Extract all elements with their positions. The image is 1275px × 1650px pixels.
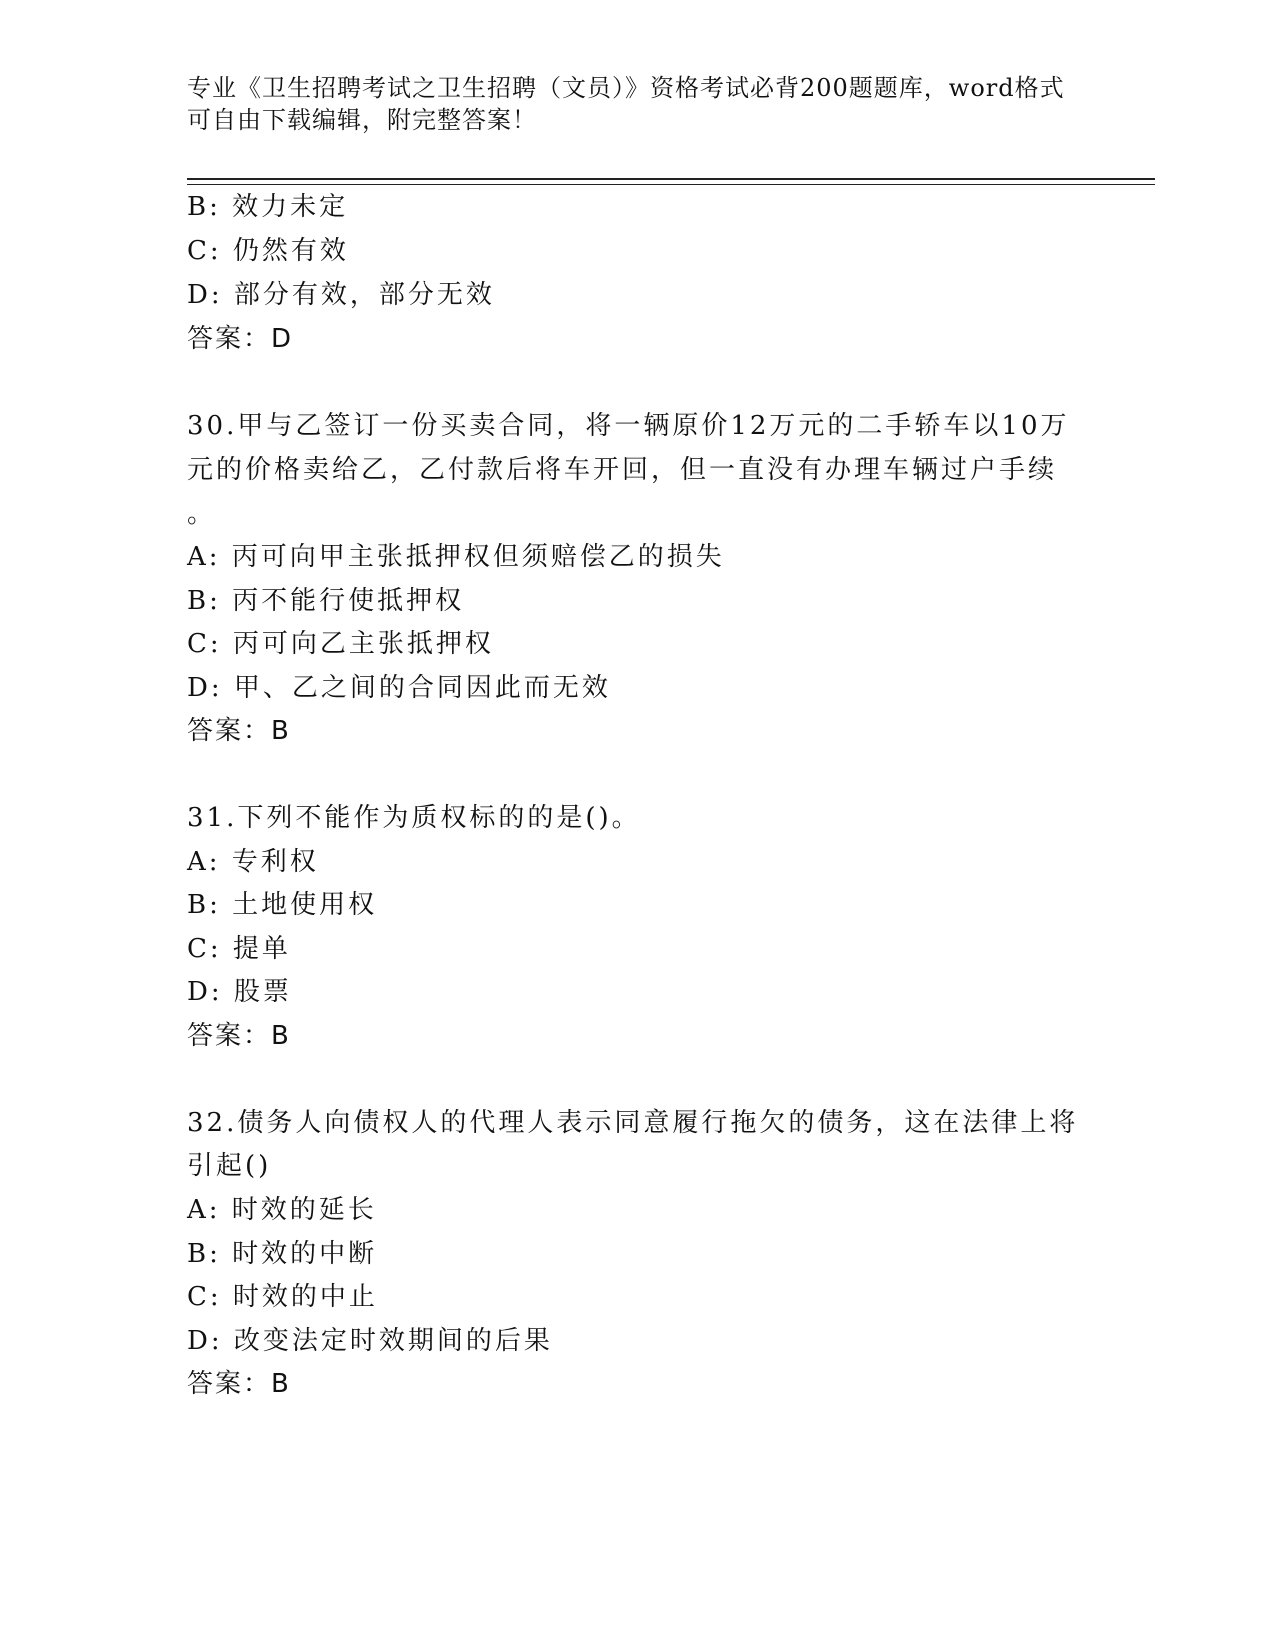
question-stem: 元的价格卖给乙，乙付款后将车开回，但一直没有办理车辆过户手续: [187, 455, 1058, 485]
option-d: D: 股票: [187, 977, 292, 1007]
option-d: D: 部分有效，部分无效: [187, 280, 495, 310]
header-rule-thin: [187, 184, 1155, 185]
header-line-2: 可自由下载编辑，附完整答案！: [187, 106, 537, 134]
answer: 答案：D: [187, 324, 294, 354]
question-stem: 。: [187, 499, 217, 529]
option-c: C: 提单: [187, 934, 291, 964]
header-rule-thick: [187, 178, 1155, 180]
option-c: C: 仍然有效: [187, 236, 349, 266]
option-b: B: 效力未定: [187, 192, 349, 222]
option-d: D: 甲、乙之间的合同因此而无效: [187, 673, 611, 703]
document-header: [187, 72, 1067, 136]
option-d: D: 改变法定时效期间的后果: [187, 1326, 553, 1356]
option-a: A: 丙可向甲主张抵押权但须赔偿乙的损失: [187, 542, 725, 572]
option-b: B: 土地使用权: [187, 890, 378, 920]
option-c: C: 丙可向乙主张抵押权: [187, 629, 494, 659]
question-stem: 30.甲与乙签订一份买卖合同，将一辆原价12万元的二手轿车以10万: [187, 411, 1070, 441]
question-stem: 31.下列不能作为质权标的的是()。: [187, 803, 641, 833]
option-c: C: 时效的中止: [187, 1282, 378, 1312]
question-stem: 引起(): [187, 1151, 272, 1181]
answer: 答案：B: [187, 716, 291, 746]
question-stem: 32.债务人向债权人的代理人表示同意履行拖欠的债务，这在法律上将: [187, 1108, 1079, 1138]
option-b: B: 时效的中断: [187, 1239, 378, 1269]
option-a: A: 专利权: [187, 847, 319, 877]
header-line-1: 专业《卫生招聘考试之卫生招聘（文员）》资格考试必背200题题库，word格式: [187, 74, 1065, 102]
answer: 答案：B: [187, 1021, 291, 1051]
option-b: B: 丙不能行使抵押权: [187, 586, 465, 616]
option-a: A: 时效的延长: [187, 1195, 377, 1225]
answer: 答案：B: [187, 1369, 291, 1399]
